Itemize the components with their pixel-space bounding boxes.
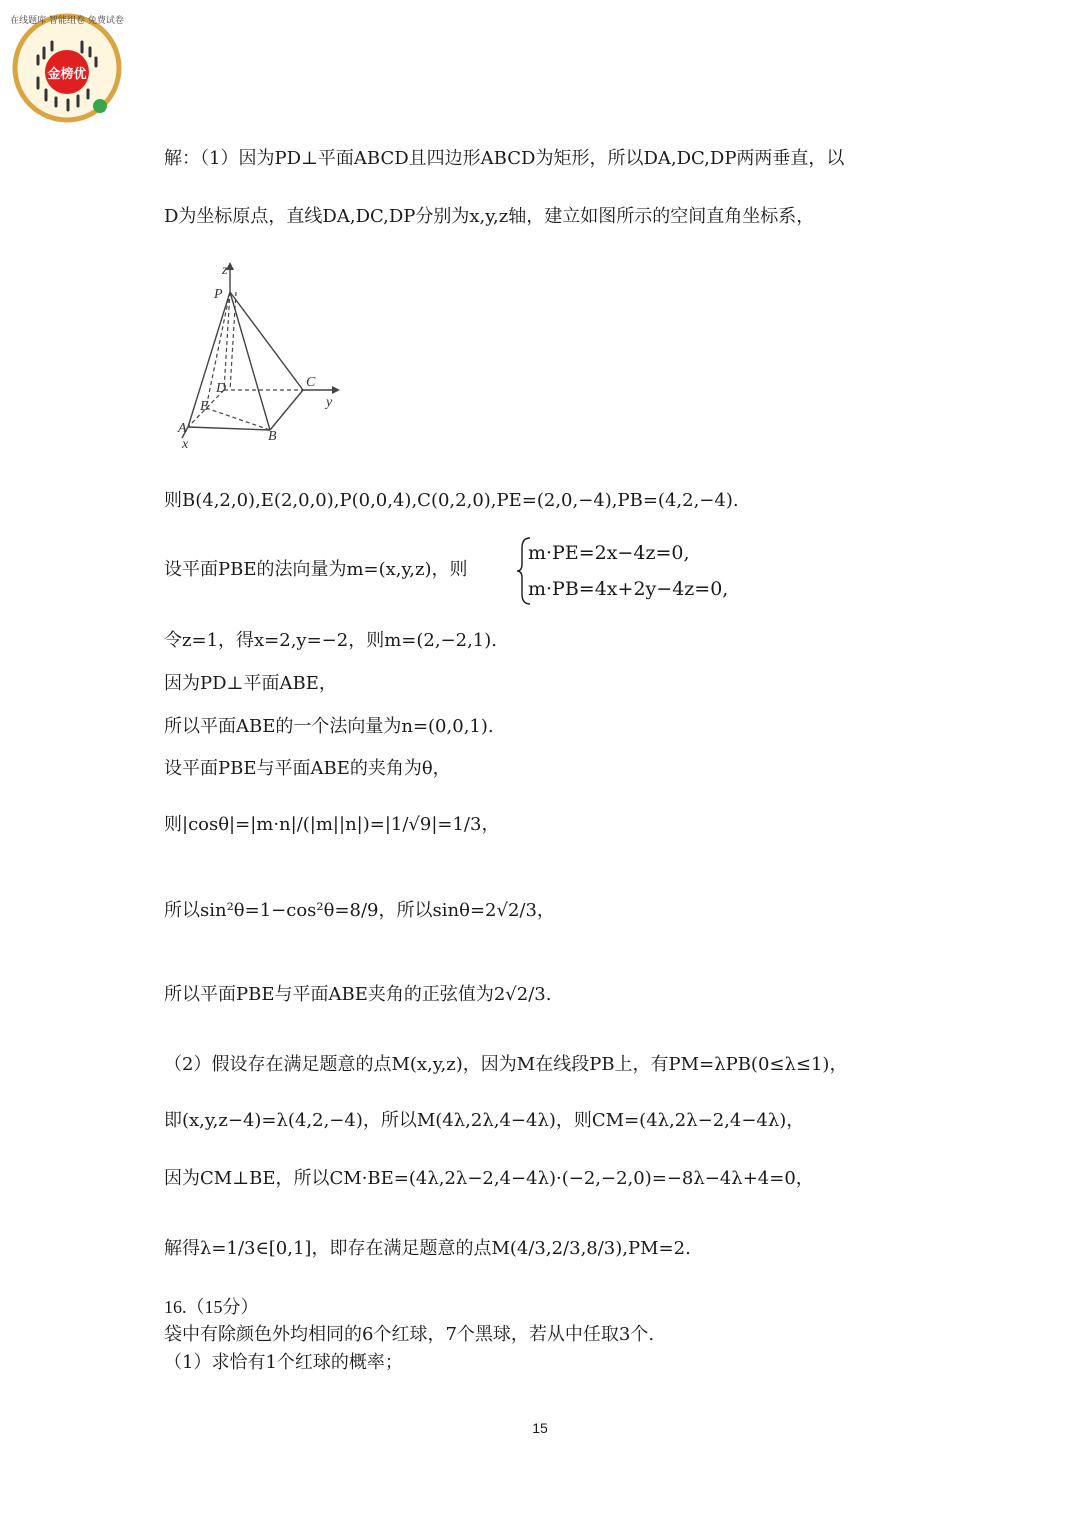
equation-system bbox=[516, 536, 776, 608]
pd-perp-line: 因为PD⊥平面ABE， bbox=[164, 673, 337, 694]
label-a: A bbox=[178, 421, 187, 436]
conclusion-part1: 所以平面PBE与平面ABE夹角的正弦值为2√2/3. bbox=[164, 984, 552, 1005]
part2-line2: 即(x,y,z−4)=λ(4,2,−4)，所以M(4λ,2λ,4−4λ)，则CM=(4λ,2λ−2,4−4λ)， bbox=[164, 1110, 805, 1131]
system-eq1: m·PE=2x−4z=0, bbox=[528, 542, 690, 564]
label-y: y bbox=[326, 395, 333, 410]
part2-line1: （2）假设存在满足题意的点M(x,y,z)，因为M在线段PB上，有PM=λPB(0≤λ≤1)， bbox=[164, 1054, 848, 1075]
label-b: B bbox=[268, 429, 277, 444]
solution-intro-line1: 解：（1）因为PD⊥平面ABCD且四边形ABCD为矩形，所以DA,DC,DP两两垂直，以 bbox=[164, 148, 845, 169]
logo-center-text: 金榜优 bbox=[47, 67, 87, 82]
pyramid-figure bbox=[170, 262, 350, 452]
label-x: x bbox=[182, 437, 189, 452]
problem16-header: 16.（15分） bbox=[164, 1297, 259, 1317]
label-z: z bbox=[222, 263, 228, 278]
logo bbox=[8, 6, 126, 126]
page-number: 15 bbox=[532, 1420, 548, 1436]
sin-line: 所以sin²θ=1−cos²θ=8/9，所以sinθ=2√2/3， bbox=[164, 900, 555, 921]
label-c: C bbox=[306, 375, 316, 390]
label-e: E bbox=[200, 399, 209, 414]
part2-line3: 因为CM⊥BE，所以CM·BE=(4λ,2λ−2,4−4λ)·(−2,−2,0)=−8λ−4λ+4=0， bbox=[164, 1168, 814, 1189]
solution-intro-line2: D为坐标原点，直线DA,DC,DP分别为x,y,z轴，建立如图所示的空间直角坐标系， bbox=[164, 206, 815, 227]
label-p: P bbox=[214, 287, 223, 302]
part2-line4: 解得λ=1/3∈[0,1]，即存在满足题意的点M(4/3,2/3,8/3),PM=2. bbox=[164, 1238, 691, 1259]
problem16-part1: （1）求恰有1个红球的概率； bbox=[164, 1352, 403, 1373]
angle-setup-line: 设平面PBE与平面ABE的夹角为θ， bbox=[164, 758, 451, 779]
label-d: D bbox=[216, 381, 227, 396]
coords-line: 则B(4,2,0),E(2,0,0),P(0,0,4),C(0,2,0),PE=(2,0,−4),PB=(4,2,−4). bbox=[164, 490, 739, 511]
let-z-line: 令z=1，得x=2,y=−2，则m=(2,−2,1). bbox=[164, 630, 498, 651]
problem16-statement: 袋中有除颜色外均相同的6个红球，7个黑球，若从中任取3个. bbox=[164, 1324, 655, 1345]
system-eq2: m·PB=4x+2y−4z=0, bbox=[528, 578, 729, 600]
normal-setup: 设平面PBE的法向量为m=(x,y,z)，则 bbox=[164, 559, 468, 580]
logo-arc-text: 在线题库 智能组卷 免费试卷 bbox=[10, 16, 124, 26]
cos-line: 则|cosθ|=|m·n|/(|m||n|)=|1/√9|=1/3， bbox=[164, 814, 500, 835]
normal-n-line: 所以平面ABE的一个法向量为n=(0,0,1). bbox=[164, 716, 494, 737]
